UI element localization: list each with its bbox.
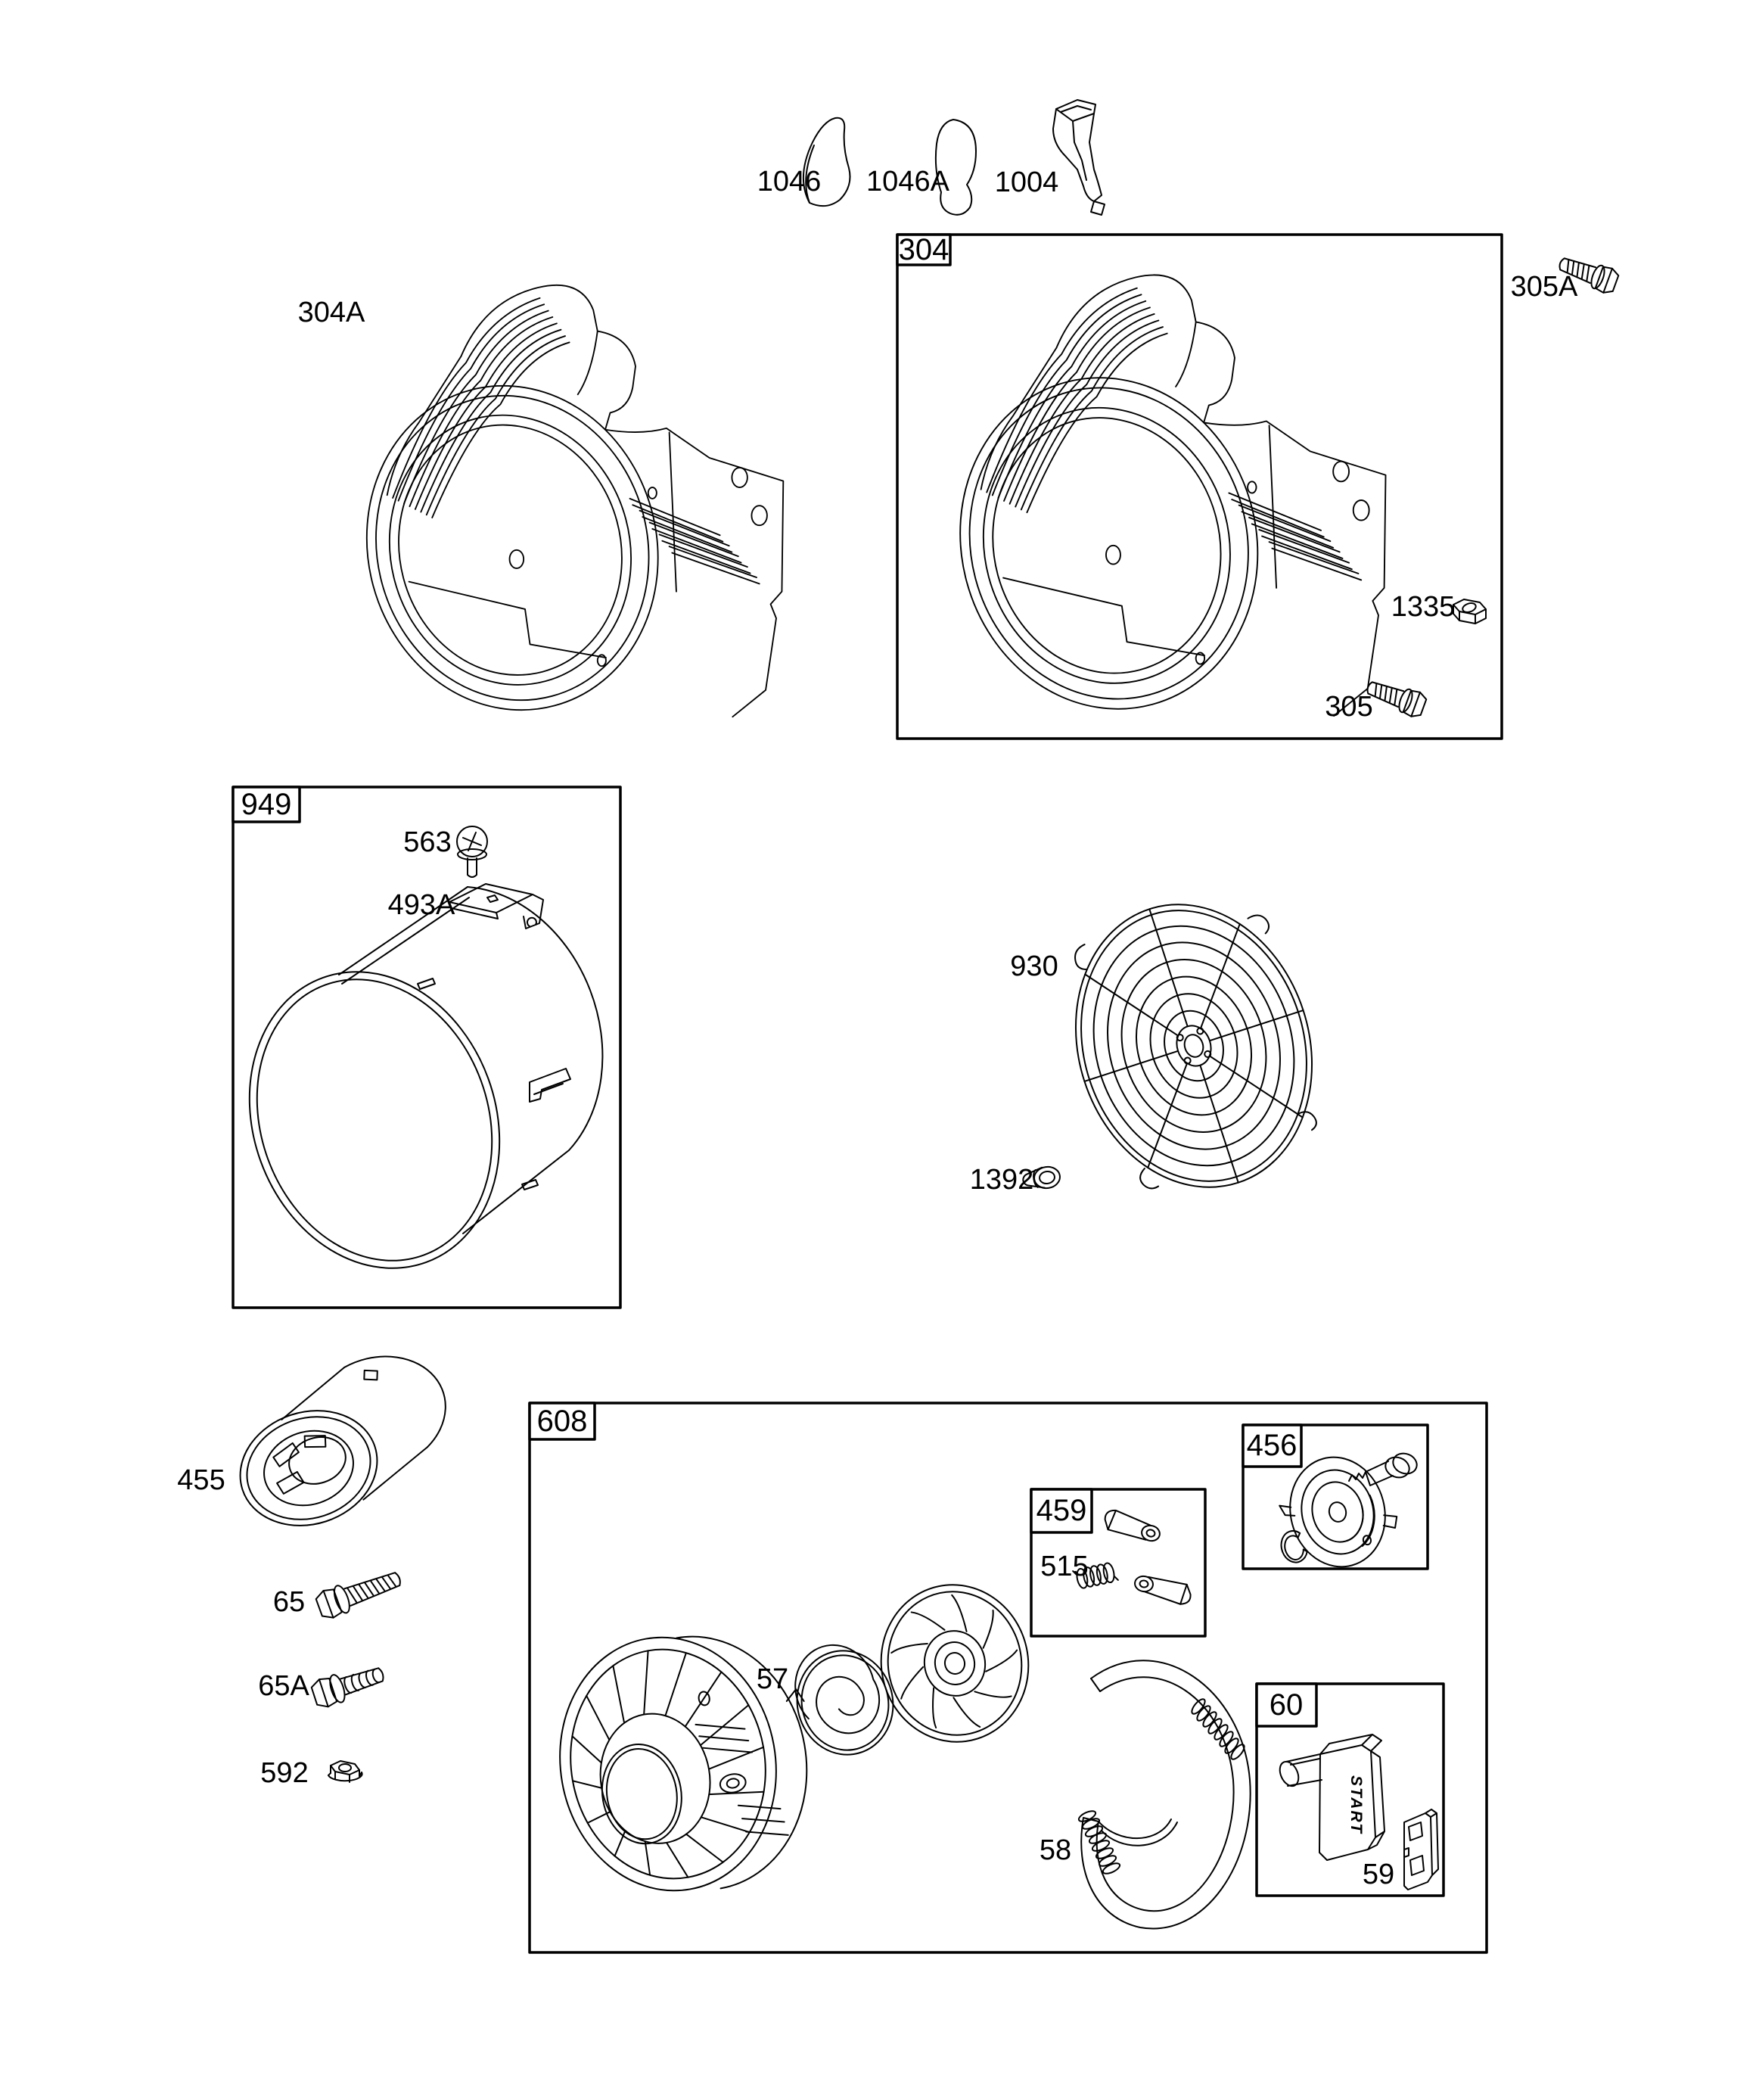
part-304a-blower-housing xyxy=(331,285,783,743)
part-label-58: 58 xyxy=(1039,1834,1072,1866)
part-65-bolt xyxy=(314,1565,404,1621)
part-305-screw xyxy=(1363,675,1428,720)
part-label-65: 65 xyxy=(272,1586,306,1618)
part-59-handle-insert xyxy=(1404,1809,1438,1890)
group-label-608: 608 xyxy=(536,1405,588,1438)
start-handle-text: START xyxy=(1347,1775,1365,1835)
part-pawl-lower xyxy=(1133,1575,1192,1606)
part-label-57: 57 xyxy=(756,1663,789,1695)
part-label-305a: 305A xyxy=(1510,271,1578,303)
group-box-456 xyxy=(1243,1425,1428,1569)
group-label-456: 456 xyxy=(1246,1429,1297,1462)
part-592-flange-nut xyxy=(328,1761,362,1782)
part-label-1046a: 1046A xyxy=(866,166,949,198)
part-456-retaining-ring xyxy=(1278,1529,1309,1566)
part-label-1046: 1046 xyxy=(757,166,822,198)
group-label-304: 304 xyxy=(898,233,949,266)
part-65a-bolt xyxy=(310,1660,387,1710)
part-label-305: 305 xyxy=(1325,691,1373,723)
part-label-455: 455 xyxy=(177,1464,225,1496)
group-label-60: 60 xyxy=(1269,1688,1304,1722)
part-949-cover-drum xyxy=(209,887,602,1304)
group-label-459: 459 xyxy=(1036,1494,1087,1527)
part-label-304a: 304A xyxy=(297,297,365,328)
part-label-65a: 65A xyxy=(258,1670,309,1702)
part-57-rewind-spring xyxy=(775,1632,905,1768)
group-box-608 xyxy=(530,1403,1487,1952)
part-58-starter-rope xyxy=(1077,1660,1251,1928)
group-label-949: 949 xyxy=(241,788,292,821)
group-box-304 xyxy=(897,233,1502,739)
part-starter-pulley xyxy=(866,1571,1043,1756)
part-455-cup xyxy=(216,1339,470,1543)
rope-coil-upper xyxy=(1189,1697,1246,1762)
part-label-1335: 1335 xyxy=(1391,591,1456,623)
part-label-930: 930 xyxy=(1010,950,1058,982)
part-label-515: 515 xyxy=(1040,1551,1089,1582)
group-box-949 xyxy=(233,787,620,1308)
part-1335-nut xyxy=(1453,599,1486,624)
part-label-1392: 1392 xyxy=(969,1164,1034,1196)
part-starter-housing xyxy=(540,1615,826,1912)
part-label-592: 592 xyxy=(260,1757,309,1789)
part-1004-guard-chute xyxy=(1053,100,1105,215)
part-60-start-handle xyxy=(1276,1734,1385,1860)
part-label-1004: 1004 xyxy=(994,166,1059,198)
part-label-59: 59 xyxy=(1362,1859,1395,1890)
part-930-fan-guard xyxy=(1040,873,1348,1218)
part-563-screw xyxy=(457,826,487,877)
part-pawl-upper xyxy=(1102,1508,1163,1542)
part-label-563: 563 xyxy=(403,826,452,858)
part-304-blower-housing xyxy=(924,275,1386,742)
part-label-493a: 493A xyxy=(387,889,455,921)
